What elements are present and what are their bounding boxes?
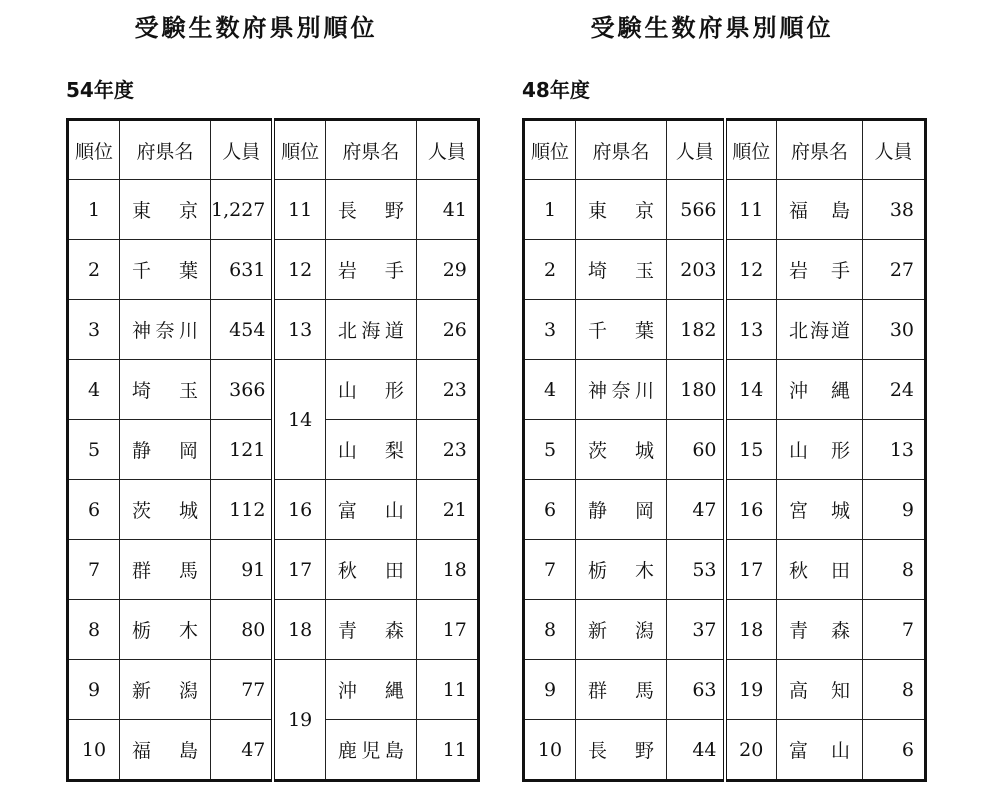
rank-cell: 7 [524,540,576,600]
prefecture-cell: 秋田 [325,540,416,600]
prefecture-cell: 長野 [576,720,667,781]
header-row [68,120,479,180]
table-row [68,300,479,360]
prefecture-cell: 岩手 [325,240,416,300]
rank-cell: 5 [524,420,576,480]
rank-cell: 1 [68,180,120,240]
prefecture-cell: 群馬 [576,660,667,720]
rank-cell: 6 [524,480,576,540]
table-row [68,480,479,540]
prefecture-cell: 静岡 [576,480,667,540]
table-row [68,660,479,720]
rank-cell: 8 [524,600,576,660]
column-header: 順位 [68,120,120,180]
prefecture-cell: 沖縄 [777,360,863,420]
column-header: 人員 [863,120,926,180]
prefecture-cell: 茨城 [576,420,667,480]
column-header: 府県名 [325,120,416,180]
prefecture-cell: 秋田 [777,540,863,600]
prefecture-cell: 新潟 [576,600,667,660]
count-cell: 80 [211,600,274,660]
prefecture-cell: 青森 [777,600,863,660]
table-row [524,480,926,540]
count-cell: 29 [416,240,478,300]
rank-cell: 11 [273,180,325,240]
count-cell: 47 [667,480,725,540]
prefecture-cell: 福島 [777,180,863,240]
column-header: 人員 [416,120,478,180]
column-header: 府県名 [120,120,211,180]
page-title: 受験生数府県別順位 [590,14,834,42]
header-row [524,120,926,180]
count-cell: 24 [863,360,926,420]
table-row [68,720,479,781]
table-row [524,360,926,420]
rank-cell: 6 [68,480,120,540]
rank-cell: 8 [68,600,120,660]
rank-cell: 16 [725,480,777,540]
rank-cell: 14 [273,360,325,480]
table-row [524,240,926,300]
count-cell: 18 [416,540,478,600]
count-cell: 203 [667,240,725,300]
table-row [524,300,926,360]
count-cell: 44 [667,720,725,781]
prefecture-cell: 岩手 [777,240,863,300]
rank-cell: 10 [524,720,576,781]
rank-cell: 19 [725,660,777,720]
count-cell: 112 [211,480,274,540]
prefecture-cell: 山形 [325,360,416,420]
rank-cell: 19 [273,660,325,781]
prefecture-cell: 富山 [777,720,863,781]
year-label: 54年度 [66,78,134,102]
count-cell: 6 [863,720,926,781]
rank-cell: 12 [273,240,325,300]
table-row [68,600,479,660]
prefecture-cell: 宮城 [777,480,863,540]
prefecture-cell: 東京 [576,180,667,240]
count-cell: 21 [416,480,478,540]
prefecture-cell: 北海道 [325,300,416,360]
count-cell: 27 [863,240,926,300]
table-row [68,360,479,420]
rank-cell: 4 [524,360,576,420]
prefecture-cell: 東京 [120,180,211,240]
rank-cell: 17 [273,540,325,600]
count-cell: 53 [667,540,725,600]
rank-cell: 5 [68,420,120,480]
ranking-table [66,118,480,782]
rank-cell: 1 [524,180,576,240]
table-row [524,720,926,781]
prefecture-cell: 神奈川 [120,300,211,360]
column-header: 人員 [667,120,725,180]
rank-cell: 9 [68,660,120,720]
rank-cell: 16 [273,480,325,540]
count-cell: 11 [416,660,478,720]
count-cell: 454 [211,300,274,360]
table-row [524,600,926,660]
rank-cell: 4 [68,360,120,420]
prefecture-cell: 長野 [325,180,416,240]
count-cell: 77 [211,660,274,720]
column-header: 府県名 [777,120,863,180]
prefecture-cell: 神奈川 [576,360,667,420]
table-row [68,240,479,300]
count-cell: 47 [211,720,274,781]
count-cell: 566 [667,180,725,240]
rank-cell: 3 [524,300,576,360]
count-cell: 91 [211,540,274,600]
column-header: 順位 [273,120,325,180]
page-title: 受験生数府県別順位 [134,14,378,42]
table-row [524,420,926,480]
rank-cell: 13 [273,300,325,360]
rank-cell: 18 [273,600,325,660]
rank-cell: 13 [725,300,777,360]
count-cell: 11 [416,720,478,781]
prefecture-cell: 鹿児島 [325,720,416,781]
rank-cell: 10 [68,720,120,781]
prefecture-cell: 栃木 [576,540,667,600]
prefecture-cell: 埼玉 [576,240,667,300]
rank-cell: 20 [725,720,777,781]
prefecture-cell: 山形 [777,420,863,480]
column-header: 順位 [725,120,777,180]
table-row [524,180,926,240]
prefecture-cell: 千葉 [120,240,211,300]
count-cell: 26 [416,300,478,360]
prefecture-cell: 北海道 [777,300,863,360]
rank-cell: 11 [725,180,777,240]
count-cell: 41 [416,180,478,240]
count-cell: 8 [863,660,926,720]
count-cell: 13 [863,420,926,480]
count-cell: 23 [416,360,478,420]
prefecture-cell: 沖縄 [325,660,416,720]
rank-cell: 17 [725,540,777,600]
count-cell: 63 [667,660,725,720]
prefecture-cell: 埼玉 [120,360,211,420]
rank-cell: 14 [725,360,777,420]
rank-cell: 12 [725,240,777,300]
count-cell: 9 [863,480,926,540]
table-row [524,540,926,600]
prefecture-cell: 茨城 [120,480,211,540]
prefecture-cell: 栃木 [120,600,211,660]
rank-cell: 2 [524,240,576,300]
count-cell: 366 [211,360,274,420]
rank-cell: 3 [68,300,120,360]
count-cell: 182 [667,300,725,360]
column-header: 順位 [524,120,576,180]
rank-cell: 7 [68,540,120,600]
rank-cell: 9 [524,660,576,720]
count-cell: 30 [863,300,926,360]
count-cell: 7 [863,600,926,660]
prefecture-cell: 富山 [325,480,416,540]
prefecture-cell: 高知 [777,660,863,720]
table-row [524,660,926,720]
count-cell: 631 [211,240,274,300]
year-label: 48年度 [522,78,590,102]
count-cell: 37 [667,600,725,660]
column-header: 府県名 [576,120,667,180]
count-cell: 17 [416,600,478,660]
prefecture-cell: 山梨 [325,420,416,480]
count-cell: 1,227 [211,180,274,240]
count-cell: 23 [416,420,478,480]
prefecture-cell: 新潟 [120,660,211,720]
count-cell: 121 [211,420,274,480]
prefecture-cell: 千葉 [576,300,667,360]
prefecture-cell: 静岡 [120,420,211,480]
table-row [68,420,479,480]
table-row [68,540,479,600]
prefecture-cell: 青森 [325,600,416,660]
column-header: 人員 [211,120,274,180]
count-cell: 8 [863,540,926,600]
count-cell: 180 [667,360,725,420]
count-cell: 60 [667,420,725,480]
prefecture-cell: 福島 [120,720,211,781]
ranking-table [522,118,927,782]
prefecture-cell: 群馬 [120,540,211,600]
rank-cell: 18 [725,600,777,660]
rank-cell: 2 [68,240,120,300]
count-cell: 38 [863,180,926,240]
table-row [68,180,479,240]
rank-cell: 15 [725,420,777,480]
